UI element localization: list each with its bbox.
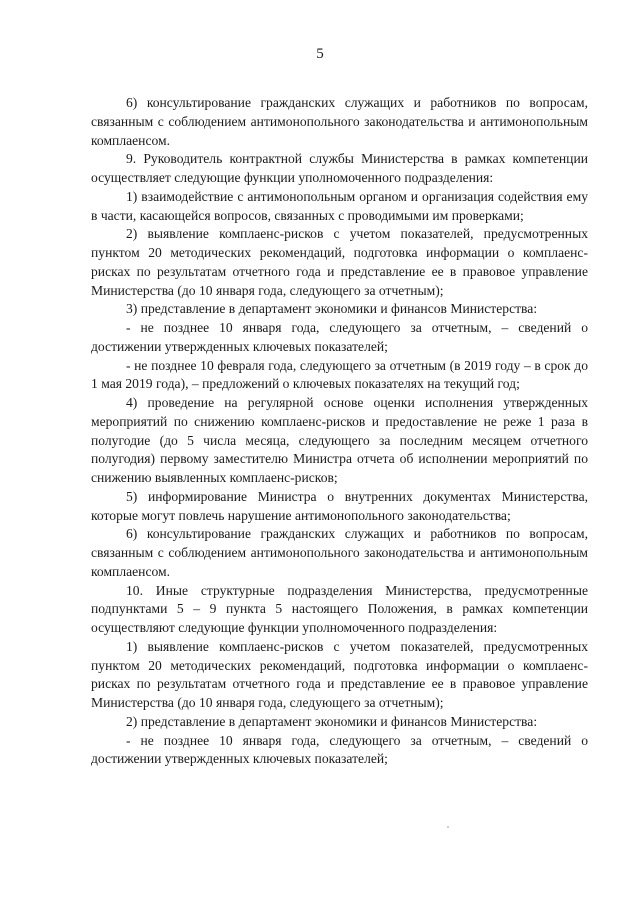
paragraph-10-1-risk-identification: 1) выявление комплаенс-рисков с учетом показателей, предусмотренных пунктом 20 методических рекомендаций, подготовка информации о комплаенс-рисках по результатам отчетного года и представление ее в правовое управление Министерства (до 10 января года, следующего за отчетным);	[91, 638, 588, 710]
paragraph-10-2-submission: 2) представление в департамент экономики и финансов Министерства:	[126, 713, 538, 729]
page-number: 5	[316, 46, 324, 62]
paragraph-9-5-informing-minister: 5) информирование Министра о внутренних документах Министерства, которые могут повлечь нарушение антимонопольного законодательства;	[91, 488, 588, 523]
paragraph-9-3-submission: 3) представление в департамент экономики и финансов Министерства:	[126, 301, 538, 317]
paragraph-10-2-indicators-report: - не позднее 10 января года, следующего за отчетным, – сведений о достижении утвержденных ключевых показателей;	[91, 732, 588, 767]
paragraph-9-4-assessment: 4) проведение на регулярной основе оценки исполнения утвержденных мероприятий по снижению комплаенс-рисков и предоставление не реже 1 раза в полугодие (до 5 числа месяца, следующего за последним месяцем отчетного полугодия) первому заместителю Министра отчета об исполнении мероприятий по снижению выявленных комплаенс-рисков;	[91, 395, 588, 485]
document-body	[91, 94, 588, 769]
paragraph-9-2-risk-identification: 2) выявление комплаенс-рисков с учетом показателей, предусмотренных пунктом 20 методических рекомендаций, подготовка информации о комплаенс-рисках по результатам отчетного года и представление ее в правовое управление Министерства (до 10 января года, следующего за отчетным);	[91, 226, 588, 298]
paragraph-9-3-indicators-proposals: - не позднее 10 февраля года, следующего за отчетным (в 2019 году – в срок до 1 мая 2019 года), – предложений о ключевых показателях на текущий год;	[91, 357, 588, 392]
paragraph-9-3-indicators-report: - не позднее 10 января года, следующего за отчетным, – сведений о достижении утвержденных ключевых показателей;	[91, 320, 588, 354]
paragraph-10-other-divisions: 10. Иные структурные подразделения Министерства, предусмотренные подпунктами 5 – 9 пункта 5 настоящего Положения, в рамках компетенции осуществляют следующие функции уполномоченного подразделения:	[91, 582, 588, 635]
scan-speck	[447, 826, 449, 828]
paragraph-9-6-consulting: 6) консультирование гражданских служащих и работников по вопросам, связанным с соблюдением антимонопольного законодательства и антимонопольным комплаенсом.	[91, 526, 588, 579]
paragraph-9-contract-service-head: 9. Руководитель контрактной службы Министерства в рамках компетенции осуществляет следующие функции уполномоченного подразделения:	[91, 151, 588, 185]
paragraph-6-consulting: 6) консультирование гражданских служащих и работников по вопросам, связанным с соблюдением антимонопольного законодательства и антимонопольным комплаенсом.	[91, 95, 588, 148]
paragraph-9-1-interaction: 1) взаимодействие с антимонопольным органом и организация содействия ему в части, касающейся вопросов, связанных с проводимыми им проверками;	[91, 188, 588, 223]
